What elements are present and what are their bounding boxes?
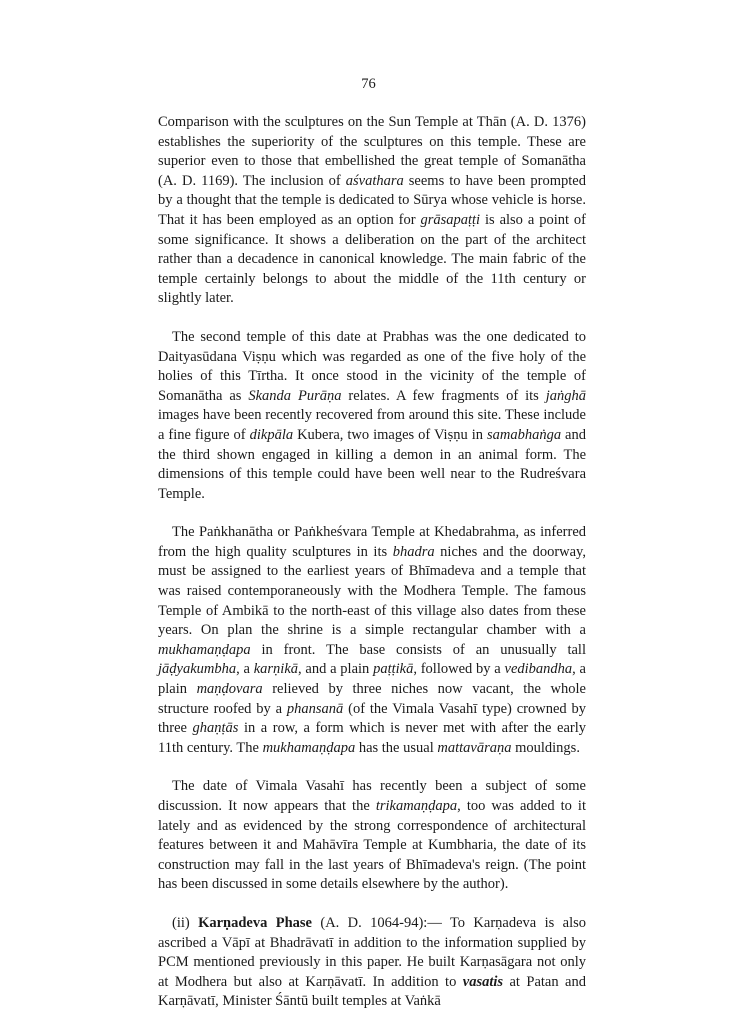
page-body [158, 113, 586, 1012]
text-run: at Patan and Karṇāvatī, Minister Śāntū built temples at Vaṅkā [158, 973, 586, 1010]
text-run: , a plain [158, 661, 586, 698]
paragraph-sun-temple-comparison [158, 113, 586, 309]
page-number: 76 [361, 76, 376, 92]
text-run: The date of Vimala Vasahī has recently been a subject of some discussion. It now appears that the [158, 778, 586, 814]
text-run: and the third shown engaged in killing a demon in an animal form. The dimensions of this temple could have been well near to the Rudreśvara Temple. [158, 426, 586, 502]
text-run: images have been recently recovered from around this site. These include a fine figure of [158, 407, 586, 443]
text-run: (of the Vimala Vasahī type) crowned by three [158, 700, 586, 737]
text-run: in front. The base consists of an unusually tall [250, 641, 586, 658]
text-run: is also a point of some significance. It shows a deliberation on the part of the architect rather than a decadence in canonical knowledge. The main fabric of the temple certainly belongs to about the middle of the 11th century or slightly later. [158, 211, 586, 307]
text-run: seems to have been prompted by a thought that the temple is dedicated to Sūrya whose vehicle is horse. That it has been employed as an option for [158, 172, 586, 228]
text-run: vasatis [462, 973, 504, 990]
text-run: Skanda Purāṇa [248, 387, 342, 404]
text-run: ghaṇṭās [192, 720, 239, 737]
text-run: niches and the doorway, must be assigned to the earliest years of Bhīmadeva and a temple that was raised contemporaneously with the Modhera Temple. The famous Temple of Ambikā to the north-east of this village also dates from these years. On plan the shrine is a simple rectangular chamber with a [158, 543, 586, 639]
text-run: paṭṭikā [373, 661, 414, 678]
text-run: The Paṅkhanātha or Paṅkheśvara Temple at Khedabrahma, as inferred from the high quality sculptures in its [158, 524, 586, 560]
text-run: Karṇadeva Phase [198, 914, 312, 931]
text-run: vedibandha [504, 661, 573, 678]
text-run: jaṅghā [545, 387, 587, 404]
text-run: The second temple of this date at Prabhas was the one dedicated to Daityasūdana Viṣṇu which was regarded as one of the five holy of the holies of this Tīrtha. It once stood in the vicinity of the temple of Somanātha as [158, 328, 586, 404]
text-run: relates. A few fragments of its [341, 387, 546, 404]
text-run: mukhamaṇḍapa [262, 739, 356, 756]
text-run: trikamaṇḍapa [375, 798, 458, 814]
text-run: phansanā [286, 700, 344, 717]
text-run: , a [236, 661, 254, 678]
text-run: in a row, a form which is never met with after the early 11th century. The [158, 720, 586, 756]
text-run: aśvathara [345, 172, 404, 189]
paragraph-vimala-vasahi [158, 777, 586, 895]
text-run: , too was added to it lately and as evidenced by the strong correspondence of architectural features between it and Mahāvīra Temple at Kumbharia, the date of its construction may fall in the last years of Bhīmadeva's reign. (The point has been discussed in some details elsewhere by the author). [158, 798, 586, 893]
text-run: , and a plain [298, 661, 374, 678]
text-run: grāsapaṭṭi [420, 211, 481, 228]
text-run: mukhamaṇḍapa [158, 641, 251, 658]
text-run: mouldings. [511, 739, 580, 756]
text-run: dikpāla [249, 426, 294, 443]
paragraph-karnadeva-phase [158, 914, 586, 1012]
text-run: has the usual [355, 739, 438, 756]
text-run: mattavāraṇa [437, 739, 512, 756]
text-run: relieved by three niches now vacant, the whole structure roofed by a [158, 681, 586, 717]
text-run: jāḍyakumbha [158, 661, 237, 678]
text-run: bhadra [392, 543, 435, 560]
text-run: samabhaṅga [486, 426, 562, 443]
text-run: , followed by a [413, 661, 505, 678]
text-run: Comparison with the sculptures on the Sun Temple at Thān (A. D. 1376) establishes the superiority of the sculptures on this temple. These are superior even to those that embellished the great temple of Somanātha (A. D. 1169). The inclusion of [158, 114, 586, 189]
text-run: maṇḍovara [196, 681, 263, 698]
text-run: (A. D. 1064-94):— To Karṇadeva is also ascribed a Vāpī at Bhadrāvatī in addition to the information supplied by PCM mentioned previously in this paper. He built Karṇasāgara not only at Modhera but also at Karṇāvatī. In addition to [158, 914, 586, 990]
text-run: Kubera, two images of Viṣṇu in [293, 426, 487, 443]
text-run: karṇikā [253, 661, 299, 678]
paragraph-pankhanatha-temple [158, 523, 586, 758]
paragraph-daityasudana-temple [158, 328, 586, 504]
text-run: (ii) [172, 914, 199, 931]
